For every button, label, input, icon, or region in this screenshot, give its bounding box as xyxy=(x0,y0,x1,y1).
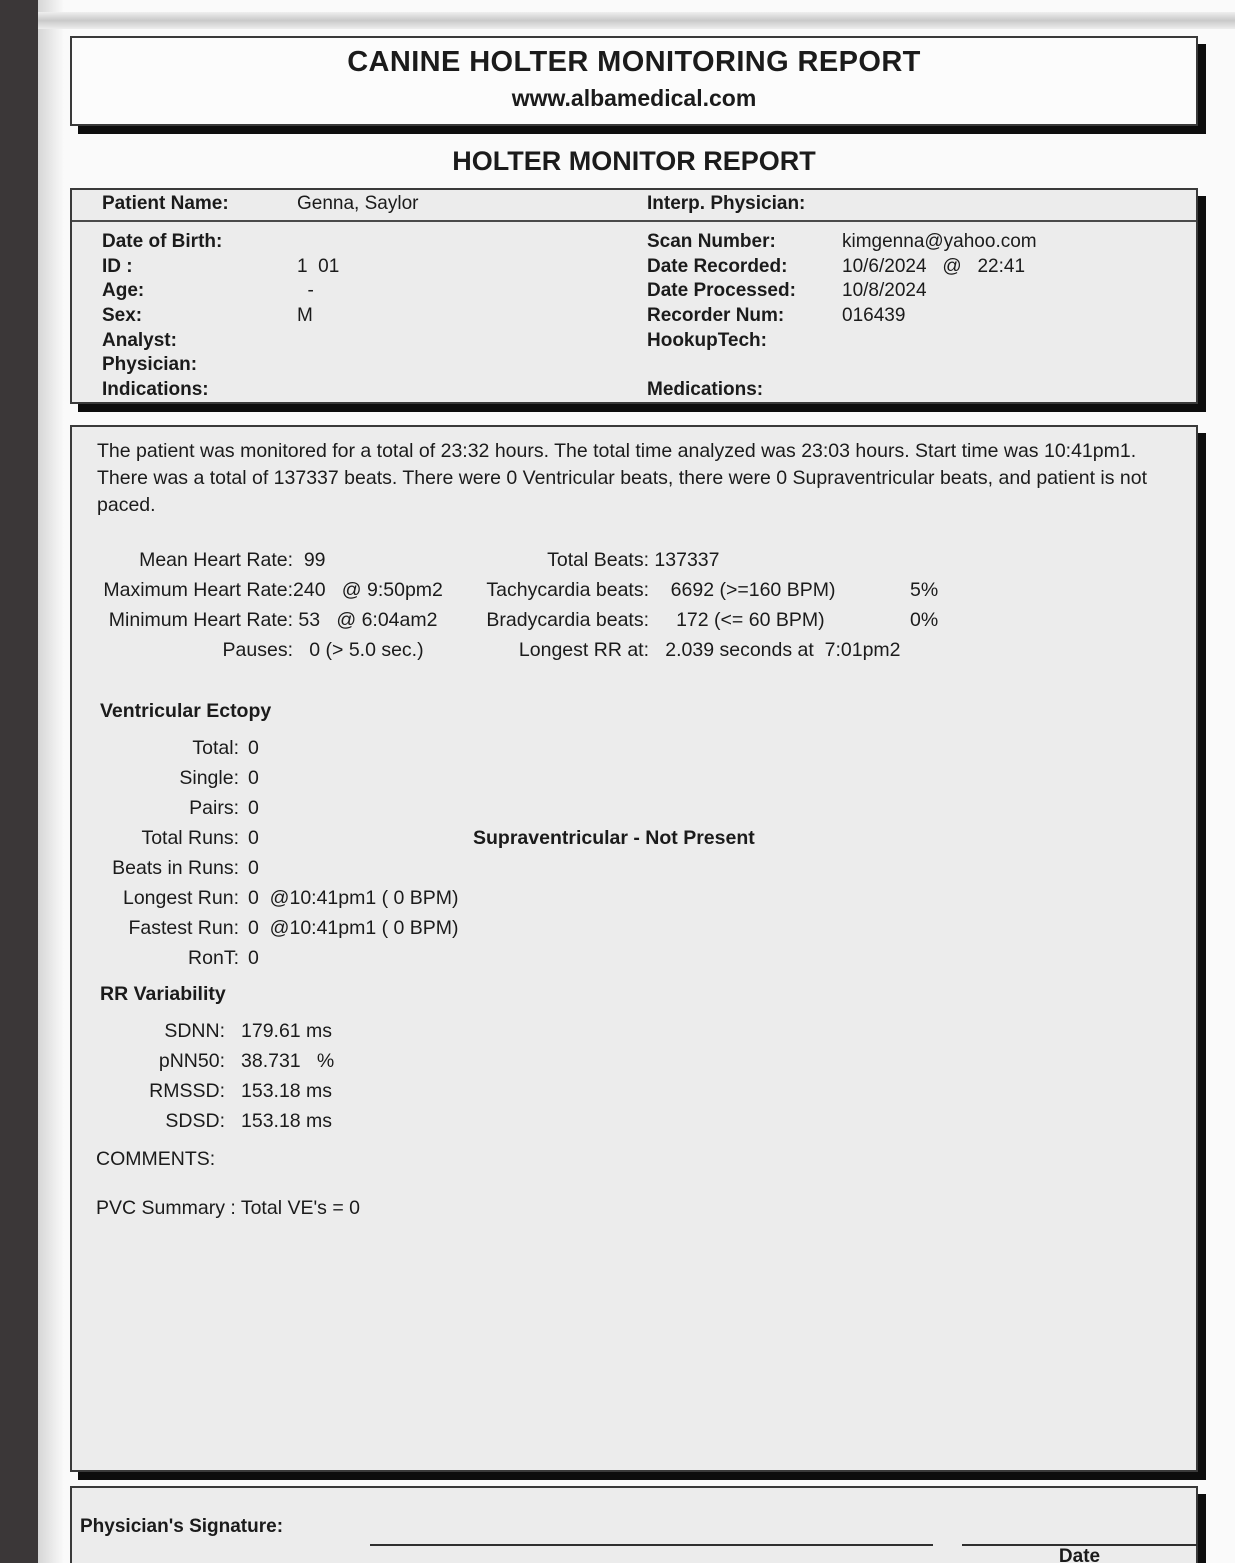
rr-label: RMSSD: xyxy=(149,1080,225,1102)
ectopy-row xyxy=(72,763,1196,793)
field-label: Sex: xyxy=(102,305,143,327)
rr-value: 179.61 ms xyxy=(241,1020,333,1042)
stat-label: Pauses: xyxy=(222,639,293,661)
stat-label: Maximum Heart Rate: xyxy=(103,579,293,601)
field-label: Recorder Num: xyxy=(647,305,785,327)
ectopy-label: Single: xyxy=(179,767,239,789)
field-label: Scan Number: xyxy=(647,231,776,252)
ectopy-label: Longest Run: xyxy=(122,887,239,909)
patient-table-right-column xyxy=(647,230,1037,403)
ectopy-row xyxy=(72,913,1196,943)
field-label: Date Processed: xyxy=(647,280,796,302)
stat-right-group xyxy=(424,605,825,635)
stat-label: Total Beats: xyxy=(547,549,649,571)
field-label: Age: xyxy=(102,280,145,302)
supraventricular-note: Supraventricular - Not Present xyxy=(473,827,755,849)
rr-row xyxy=(72,1076,1196,1106)
patient-name-label: Patient Name: xyxy=(102,193,229,214)
report-website: www.albamedical.com xyxy=(511,85,757,111)
stat-value: 240 @ 9:50pm2 xyxy=(293,579,443,601)
table-row xyxy=(102,304,339,329)
table-row xyxy=(102,255,339,280)
rr-variability-section xyxy=(72,1016,1196,1136)
comments-label: COMMENTS: xyxy=(96,1148,216,1170)
stat-value: 172 (<= 60 BPM) xyxy=(649,609,825,631)
field-value: M xyxy=(297,305,313,327)
table-row xyxy=(102,230,339,255)
ectopy-row xyxy=(72,883,1196,913)
stat-label: Bradycardia beats: xyxy=(486,609,649,631)
field-label: ID : xyxy=(102,255,133,277)
heart-rate-stats xyxy=(72,545,1196,665)
patient-info-table xyxy=(70,188,1198,404)
stat-value: 99 xyxy=(293,549,326,571)
rr-value: 38.731 % xyxy=(241,1050,335,1072)
field-value: - xyxy=(297,280,314,302)
stat-label: Minimum Heart Rate: xyxy=(108,609,293,631)
table-row xyxy=(647,353,1037,378)
report-header-box xyxy=(70,36,1198,126)
rr-value: 153.18 ms xyxy=(241,1110,333,1132)
stat-right-group xyxy=(424,635,901,665)
field-label: HookupTech: xyxy=(647,329,767,351)
ectopy-value: 0 xyxy=(248,857,259,879)
ventricular-ectopy-heading: Ventricular Ectopy xyxy=(100,700,272,722)
table-row xyxy=(647,304,1037,329)
stats-row xyxy=(72,575,1196,605)
stat-value: 53 @ 6:04am2 xyxy=(293,609,438,631)
patient-name-value: Genna, Saylor xyxy=(297,193,419,214)
scan-top-band xyxy=(38,12,1235,29)
pvc-summary: PVC Summary : Total VE's = 0 xyxy=(96,1197,361,1219)
table-row xyxy=(102,353,339,378)
ectopy-row xyxy=(72,793,1196,823)
stat-label: Longest RR at: xyxy=(518,639,649,661)
field-value: 10/6/2024 @ 22:41 xyxy=(842,255,1026,277)
ectopy-value: 0 xyxy=(248,797,259,819)
field-label: Date of Birth: xyxy=(102,231,223,252)
scan-edge-shadow xyxy=(38,0,64,1563)
ectopy-label: Total Runs: xyxy=(141,827,239,849)
stat-value: 0 (> 5.0 sec.) xyxy=(293,639,424,661)
field-value: 10/8/2024 xyxy=(842,280,927,302)
table-row xyxy=(102,279,339,304)
signature-box xyxy=(70,1486,1198,1563)
stats-row xyxy=(72,605,1196,635)
rr-row xyxy=(72,1046,1196,1076)
rr-row xyxy=(72,1016,1196,1046)
stat-value: 137337 xyxy=(649,549,720,571)
field-label: Analyst: xyxy=(102,329,177,351)
ectopy-value: 0 @10:41pm1 ( 0 BPM) xyxy=(248,917,459,939)
signature-line xyxy=(370,1544,933,1546)
field-label: Date Recorded: xyxy=(647,255,788,277)
table-row xyxy=(647,255,1037,280)
scan-edge-strip xyxy=(0,0,38,1563)
stats-row xyxy=(72,545,1196,575)
ectopy-value: 0 xyxy=(248,767,259,789)
field-label: Physician: xyxy=(102,354,198,376)
ectopy-row xyxy=(72,943,1196,973)
report-main-title: CANINE HOLTER MONITORING REPORT xyxy=(347,46,921,78)
stat-right-group xyxy=(424,545,720,575)
field-value: 1 01 xyxy=(297,255,340,277)
ectopy-label: Pairs: xyxy=(189,797,239,819)
ectopy-row xyxy=(72,823,1196,853)
ectopy-row xyxy=(72,733,1196,763)
report-body-box xyxy=(70,425,1198,1472)
holter-report-title: HOLTER MONITOR REPORT xyxy=(452,146,816,176)
physician-signature-label: Physician's Signature: xyxy=(80,1516,284,1537)
interp-physician-label: Interp. Physician: xyxy=(647,193,806,214)
field-value: kimgenna@yahoo.com xyxy=(842,231,1037,252)
field-label: Indications: xyxy=(102,379,209,401)
ventricular-ectopy-section xyxy=(72,733,1196,973)
patient-table-left-column xyxy=(102,230,339,403)
stat-value: 6692 (>=160 BPM) xyxy=(649,579,836,601)
ectopy-label: RonT: xyxy=(188,947,239,969)
stat-label: Mean Heart Rate: xyxy=(139,549,293,571)
table-row xyxy=(647,329,1037,354)
field-label: Medications: xyxy=(647,379,764,401)
table-row xyxy=(647,378,1037,403)
ectopy-value: 0 @10:41pm1 ( 0 BPM) xyxy=(248,887,459,909)
rr-row xyxy=(72,1106,1196,1136)
ectopy-row xyxy=(72,853,1196,883)
stat-percent: 5% xyxy=(910,579,939,601)
stats-row xyxy=(72,635,1196,665)
stat-right-group xyxy=(424,575,835,605)
ectopy-label: Fastest Run: xyxy=(128,917,239,939)
rr-label: SDNN: xyxy=(164,1020,225,1042)
ectopy-value: 0 xyxy=(248,947,259,969)
table-row xyxy=(647,279,1037,304)
rr-variability-heading: RR Variability xyxy=(100,983,226,1005)
field-value: 016439 xyxy=(842,305,906,327)
ectopy-value: 0 xyxy=(248,827,259,849)
stat-value: 2.039 seconds at 7:01pm2 xyxy=(649,639,901,661)
date-label: Date xyxy=(1058,1546,1101,1563)
rr-label: pNN50: xyxy=(158,1050,225,1072)
rr-label: SDSD: xyxy=(165,1110,225,1132)
stat-label: Tachycardia beats: xyxy=(486,579,649,601)
monitoring-summary-paragraph: The patient was monitored for a total of 23:32 hours. The total time analyzed was 23:03 hours. Start time was 10:41pm1. There was a total of 137337 beats. There were 0 Ventricular beats, there were 0 Supraventricular beats, and patient is not paced. xyxy=(97,440,1148,516)
ectopy-label: Beats in Runs: xyxy=(112,857,239,879)
ectopy-value: 0 xyxy=(248,737,259,759)
table-row xyxy=(102,378,339,403)
stat-percent: 0% xyxy=(910,609,939,631)
rr-value: 153.18 ms xyxy=(241,1080,333,1102)
table-row xyxy=(647,230,1037,255)
patient-table-header-row xyxy=(72,190,1196,222)
table-row xyxy=(102,329,339,354)
ectopy-label: Total: xyxy=(192,737,239,759)
